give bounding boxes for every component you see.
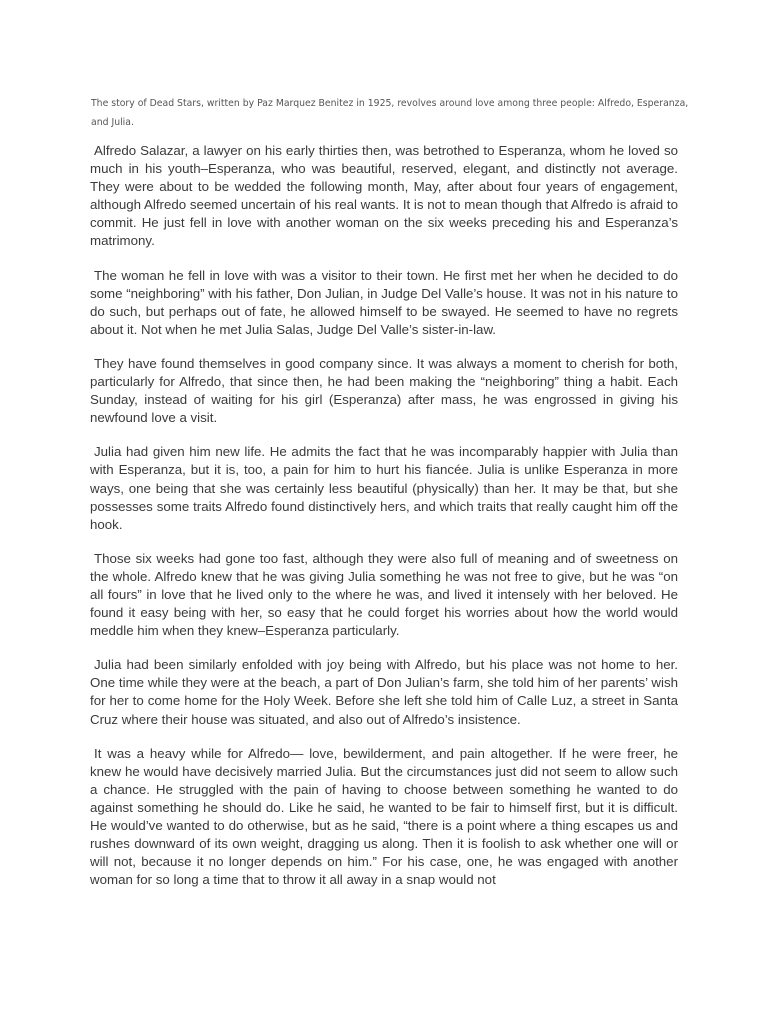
paragraph: Those six weeks had gone too fast, although they were also full of meaning and of sweetness on the whole. Alfredo knew that he was giving Julia something he was not free to give, but he was “on all fours” in love that he lived only to the where he was, and lived it intensely with her beloved. He found it easy being with her, so easy that he could forget his worries about how the world would meddle him when they knew–Esperanza particularly. [90, 550, 678, 639]
paragraph: They have found themselves in good company since. It was always a moment to cherish for both, particularly for Alfredo, that since then, he had been making the “neighboring” thing a habit. Each Sunday, instead of waiting for his girl (Esperanza) after mass, he was engrossed in giving his newfound love a visit. [90, 355, 678, 426]
intro-line: The story of Dead Stars, written by Paz Marquez Benitez in 1925, revolves around love among three people: Alfredo, Esperanza, and Julia. [91, 98, 689, 128]
article-body [90, 142, 678, 905]
paragraph: It was a heavy while for Alfredo— love, bewilderment, and pain altogether. If he were freer, he knew he would have decisively married Julia. But the circumstances just did not seem to allow such a chance. He struggled with the pain of having to choose between something he wanted to do against something he should do. Like he said, he wanted to be fair to himself first, but it is difficult. He would’ve wanted to do otherwise, but as he said, “there is a point where a thing escapes us and rushes downward of its own weight, dragging us along. Then it is foolish to ask whether one will or will not, because it no longer depends on him.” For his case, one, he was engaged with another woman for so long a time that to throw it all away in a snap would not [90, 745, 678, 888]
paragraph: Julia had given him new life. He admits the fact that he was incomparably happier with Julia than with Esperanza, but it is, too, a pain for him to hurt his fiancée. Julia is unlike Esperanza in more ways, one being that she was certainly less beautiful (physically) than her. It may be that, but she possesses some traits Alfredo found distinctively hers, and which traits that really caught him off the hook. [90, 444, 678, 532]
paragraph: Alfredo Salazar, a lawyer on his early thirties then, was betrothed to Esperanza, whom he loved so much in his youth–Esperanza, who was beautiful, reserved, elegant, and distinctly not average. They were about to be wedded the following month, May, after about four years of engagement, although Alfredo seemed uncertain of his real wants. It is not to mean though that Alfredo is afraid to commit. He just fell in love with another woman on the six weeks preceding his and Esperanza’s matrimony. [90, 143, 678, 249]
paragraph: The woman he fell in love with was a visitor to their town. He first met her when he decided to do some “neighboring” with his father, Don Julian, in Judge Del Valle’s house. It was not in his nature to do such, but perhaps out of fate, he allowed himself to be swayed. He seemed to have no regrets about it. Not when he met Julia Salas, Judge Del Valle’s sister-in-law. [90, 267, 678, 337]
paragraph: Julia had been similarly enfolded with joy being with Alfredo, but his place was not home to her. One time while they were at the beach, a part of Don Julian’s farm, she told him of her parents’ wish for her to come home for the Holy Week. Before she left she told him of Calle Luz, a street in Santa Cruz where their house was situated, and also out of Alfredo’s insistence. [90, 657, 678, 727]
